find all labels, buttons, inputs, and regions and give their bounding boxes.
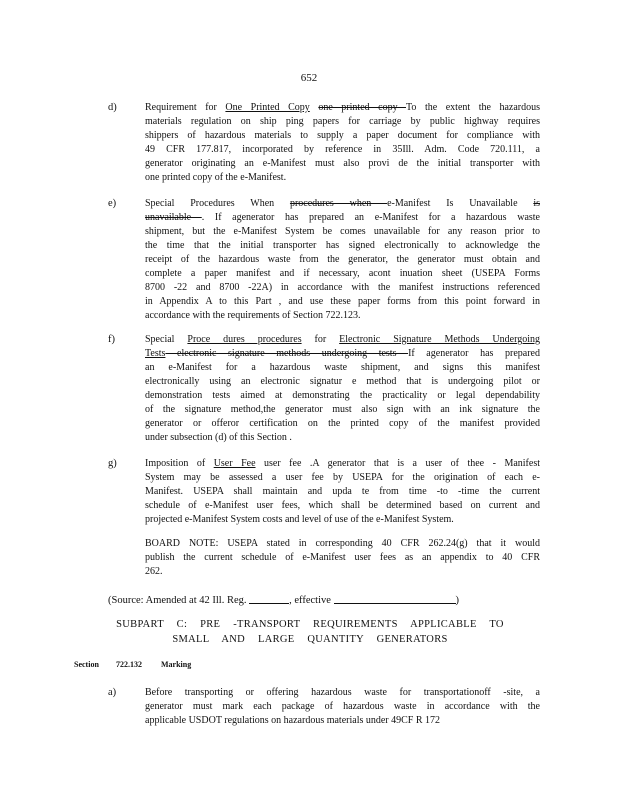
text-line <box>145 239 540 253</box>
deleted-text: is <box>533 198 540 209</box>
text-run: To the extent the hazardous <box>406 102 540 113</box>
inserted-text: Proce dures procedures <box>187 334 302 345</box>
text-run: If agenerator has prepared <box>408 348 540 359</box>
source-prefix: (Source: Amended at 42 Ill. Reg. <box>108 595 247 606</box>
text-run: Imposition of <box>145 458 214 469</box>
text-line <box>145 485 540 499</box>
board-note-line: 262. <box>145 566 163 577</box>
text-run: Manifest. USEPA shall maintain and upda te from time -to -time the current <box>145 486 540 497</box>
board-note-line: publish the current schedule of e-Manifest user fees as an appendix to 40 CFR <box>145 552 540 563</box>
text-line <box>145 389 540 403</box>
text-run: System may be assessed a user fee by USEPA for the origination of each e- <box>145 472 540 483</box>
board-note <box>145 537 540 579</box>
text-line <box>145 431 540 445</box>
text-run: generator originating an e-Manifest must also provi de the initial transporter with <box>145 158 540 169</box>
source-suffix: ) <box>455 595 460 606</box>
text-line <box>145 211 540 225</box>
subsection-body <box>145 197 540 323</box>
text-line <box>145 281 540 295</box>
subsection-body <box>145 101 540 185</box>
deleted-text: procedures when <box>289 198 388 209</box>
text-run: 8700 -22 and 8700 -22A) in accordance with the manifest instructions referenced <box>145 282 540 293</box>
subsection-a <box>108 686 540 728</box>
subsection-label: g) <box>108 458 117 469</box>
inserted-text: One Printed Copy <box>225 102 310 113</box>
text-line <box>145 101 540 115</box>
section-title: Marking <box>161 660 192 669</box>
text-run: the time that the initial transporter has signed electronically to acknowledge the <box>145 240 540 251</box>
text-line <box>145 309 540 323</box>
text-run: electronically using an electronic signatur e method that is undergoing pilot or <box>145 376 540 387</box>
text-run: materials regulation on ship ping papers for carriage by public highway requires <box>145 116 540 127</box>
text-line <box>145 457 540 471</box>
inserted-text: Electronic Signature Methods Undergoing <box>339 334 540 345</box>
text-line <box>145 714 540 728</box>
subsection-body <box>145 457 540 527</box>
text-line <box>145 403 540 417</box>
text-run: shipment, but the e-Manifest System be comes unavailable for any reason prior to <box>145 226 540 237</box>
subsection-label: e) <box>108 198 117 209</box>
text-run: under subsection (d) of this Section . <box>145 432 292 443</box>
text-line <box>145 225 540 239</box>
section-number: 722.132 <box>116 660 142 669</box>
reg-blank <box>249 593 289 604</box>
section-word: Section <box>74 660 99 669</box>
text-run: schedule of e-Manifest user fees, which shall be determined based on current and <box>145 500 540 511</box>
text-run: complete a paper manifest and if necessary, acont inuation sheet (USEPA Forms <box>145 268 540 279</box>
subsection-body <box>145 333 540 445</box>
text-line <box>145 253 540 267</box>
text-run: in Appendix A to this Part , and use these paper forms from this point forward in <box>145 296 540 307</box>
text-line <box>145 129 540 143</box>
page-number: 652 <box>300 72 318 84</box>
text-line <box>145 499 540 513</box>
text-run: Special Procedures When <box>145 198 290 209</box>
text-run: projected e-Manifest System costs and level of use of the e-Manifest System. <box>145 514 454 525</box>
subsection-f <box>108 333 540 445</box>
text-run: user fee .A generator that is a user of thee - Manifest <box>255 458 540 469</box>
text-line <box>145 361 540 375</box>
text-line <box>145 375 540 389</box>
text-run: Before transporting or offering hazardous waste for transportationoff -site, a <box>145 687 540 698</box>
text-line <box>145 417 540 431</box>
subsection-label: a) <box>108 687 117 698</box>
text-run: applicable USDOT regulations on hazardous materials under 49CF R 172 <box>145 715 441 726</box>
deleted-text: one printed copy <box>318 102 406 113</box>
text-line <box>145 157 540 171</box>
text-line <box>145 686 540 700</box>
text-run: shippers of hazardous materials to supply a paper document for compliance with <box>145 130 540 141</box>
source-note <box>108 593 540 606</box>
subsection-body <box>145 686 540 728</box>
text-run: Special <box>145 334 188 345</box>
effective-blank <box>334 593 456 604</box>
text-run: e-Manifest Is Unavailable <box>387 198 534 209</box>
board-note-line: BOARD NOTE: USEPA stated in corresponding 40 CFR 262.24(g) that it would <box>145 538 540 549</box>
deleted-text: unavailable <box>145 212 202 223</box>
subpart-heading-line2: SMALL AND LARGE QUANTITY GENERATORS <box>172 634 448 645</box>
subsection-label: f) <box>108 334 115 345</box>
subpart-heading <box>100 617 520 647</box>
section-heading <box>74 660 191 669</box>
inserted-text: Tests <box>145 348 166 359</box>
text-run: accordance with the requirements of Section 722.123. <box>145 310 361 321</box>
subpart-heading-line1: SUBPART C: PRE -TRANSPORT REQUIREMENTS APPLICABLE TO <box>116 619 504 630</box>
text-line <box>145 513 540 527</box>
text-line <box>145 471 540 485</box>
text-line <box>145 347 540 361</box>
text-run: an e-Manifest for a hazardous waste shipment, and signs this manifest <box>145 362 540 373</box>
text-line <box>145 143 540 157</box>
text-run: generator must mark each package of hazardous waste in accordance with the <box>145 701 540 712</box>
text-run: 49 CFR 177.817, incorporated by reference in 35Ill. Adm. Code 720.111, a <box>145 144 540 155</box>
text-run: demonstration tests aimed at demonstrating the practicality or legal dependability <box>145 390 540 401</box>
text-run: of the signature method,the generator must also sign with an ink signature the <box>145 404 540 415</box>
text-run: generator or offeror certification on the printed copy of the manifest provided <box>145 418 540 429</box>
text-line <box>145 267 540 281</box>
text-line <box>145 115 540 129</box>
subsection-g <box>108 457 540 527</box>
source-middle: , effective <box>289 595 331 606</box>
text-line <box>145 333 540 347</box>
text-line <box>145 700 540 714</box>
text-run: . If agenerator has prepared an e-Manifest for a hazardous waste <box>201 212 540 223</box>
text-run: one printed copy of the e-Manifest. <box>145 172 287 183</box>
text-line <box>145 295 540 309</box>
inserted-text: User Fee <box>213 458 256 469</box>
subsection-label: d) <box>108 102 117 113</box>
subsection-e <box>108 197 540 323</box>
text-run: receipt of the hazardous waste from the generator, the generator must obtain and <box>145 254 540 265</box>
subsection-d <box>108 101 540 185</box>
deleted-text: electronic signature methods undergoing tests <box>165 348 409 359</box>
text-line <box>145 197 540 211</box>
text-line <box>145 171 540 185</box>
text-run: for <box>301 334 340 345</box>
text-run: Requirement for <box>145 102 226 113</box>
